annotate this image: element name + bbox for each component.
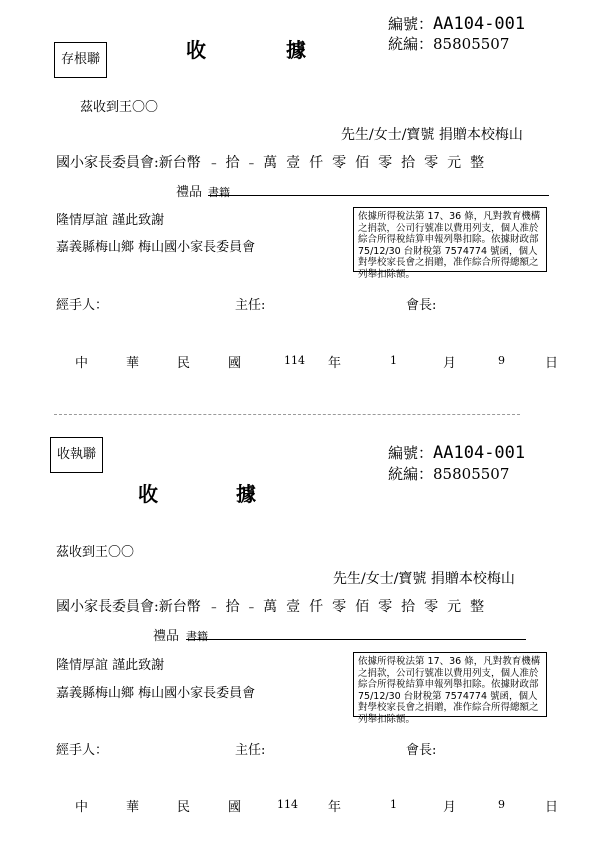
tax-id: 統編：85805507 [388, 35, 510, 53]
gift-value: 書籍 [208, 186, 230, 199]
serial-number: 編號：AA104-001 [388, 14, 526, 34]
date-char-2: 華 [126, 800, 140, 815]
date-month: 1 [390, 798, 397, 811]
handler-label: 經手人： [56, 743, 109, 758]
title-char-2: 據 [286, 38, 306, 62]
gift-line [186, 625, 526, 643]
gift-line [208, 181, 549, 199]
received-from: 茲收到王〇〇 [80, 100, 159, 115]
date-month: 1 [390, 354, 397, 367]
date-char-2: 華 [126, 356, 140, 371]
gift-label: 禮品 [176, 185, 203, 200]
org-name: 嘉義縣梅山鄉 梅山國小家長委員會 [56, 686, 256, 701]
stub-label-box: 存根聯 [54, 42, 107, 78]
chair-label: 會長: [406, 743, 437, 758]
date-char-4: 國 [228, 356, 242, 371]
tax-id: 統編：85805507 [388, 465, 510, 483]
date-day: 9 [498, 354, 505, 367]
director-label: 主任: [235, 743, 266, 758]
thanks-line: 隆情厚誼 謹此致謝 [56, 658, 165, 673]
date-day-label: 日 [545, 356, 559, 371]
title-char-2: 據 [236, 482, 256, 506]
title-char-1: 收 [138, 482, 158, 506]
org-name: 嘉義縣梅山鄉 梅山國小家長委員會 [56, 240, 256, 255]
date-day: 9 [498, 798, 505, 811]
received-from: 茲收到王〇〇 [56, 545, 135, 560]
date-month-label: 月 [443, 356, 457, 371]
gift-label: 禮品 [153, 629, 180, 644]
gift-value: 書籍 [186, 630, 208, 643]
date-year-label: 年 [328, 800, 342, 815]
chair-label: 會長: [406, 298, 437, 313]
cut-line [54, 414, 520, 415]
date-year: 114 [284, 354, 305, 367]
date-char-3: 民 [177, 800, 191, 815]
date-char-3: 民 [177, 356, 191, 371]
copy-label-box: 收執聯 [50, 437, 103, 473]
date-day-label: 日 [545, 800, 559, 815]
tax-note-box: 依據所得稅法第 17、36 條，凡對教育機構之捐款，公司行號准以費用列支，個人准於綜合所得稅結算申報列舉扣除。依據財政部 75/12/30 台財稅第 7574774 號函，個人對學校家長會之捐贈，准作綜合所得總額之列舉扣除額。 [353, 652, 547, 717]
thanks-line: 隆情厚誼 謹此致謝 [56, 213, 165, 228]
date-char-4: 國 [228, 800, 242, 815]
serial-number: 編號：AA104-001 [388, 443, 526, 463]
date-char-1: 中 [75, 356, 89, 371]
date-year: 114 [277, 798, 298, 811]
date-year-label: 年 [328, 356, 342, 371]
donor-titles: 先生/女士/寶號 捐贈本校梅山 [333, 571, 515, 587]
title-char-1: 收 [186, 38, 206, 62]
date-char-1: 中 [75, 800, 89, 815]
date-month-label: 月 [443, 800, 457, 815]
director-label: 主任: [235, 298, 266, 313]
donor-titles: 先生/女士/寶號 捐贈本校梅山 [341, 127, 523, 143]
tax-note-box: 依據所得稅法第 17、36 條，凡對教育機構之捐款，公司行號准以費用列支，個人准於綜合所得稅結算申報列舉扣除。依據財政部 75/12/30 台財稅第 7574774 號函，個人對學校家長會之捐贈，准作綜合所得總額之列舉扣除額。 [353, 207, 547, 272]
handler-label: 經手人： [56, 298, 109, 313]
amount-line: 國小家長委員會:新台幣 – 拾 – 萬 壹 仟 零 佰 零 拾 零 元 整 [56, 155, 485, 171]
amount-line: 國小家長委員會:新台幣 – 拾 – 萬 壹 仟 零 佰 零 拾 零 元 整 [56, 599, 485, 615]
